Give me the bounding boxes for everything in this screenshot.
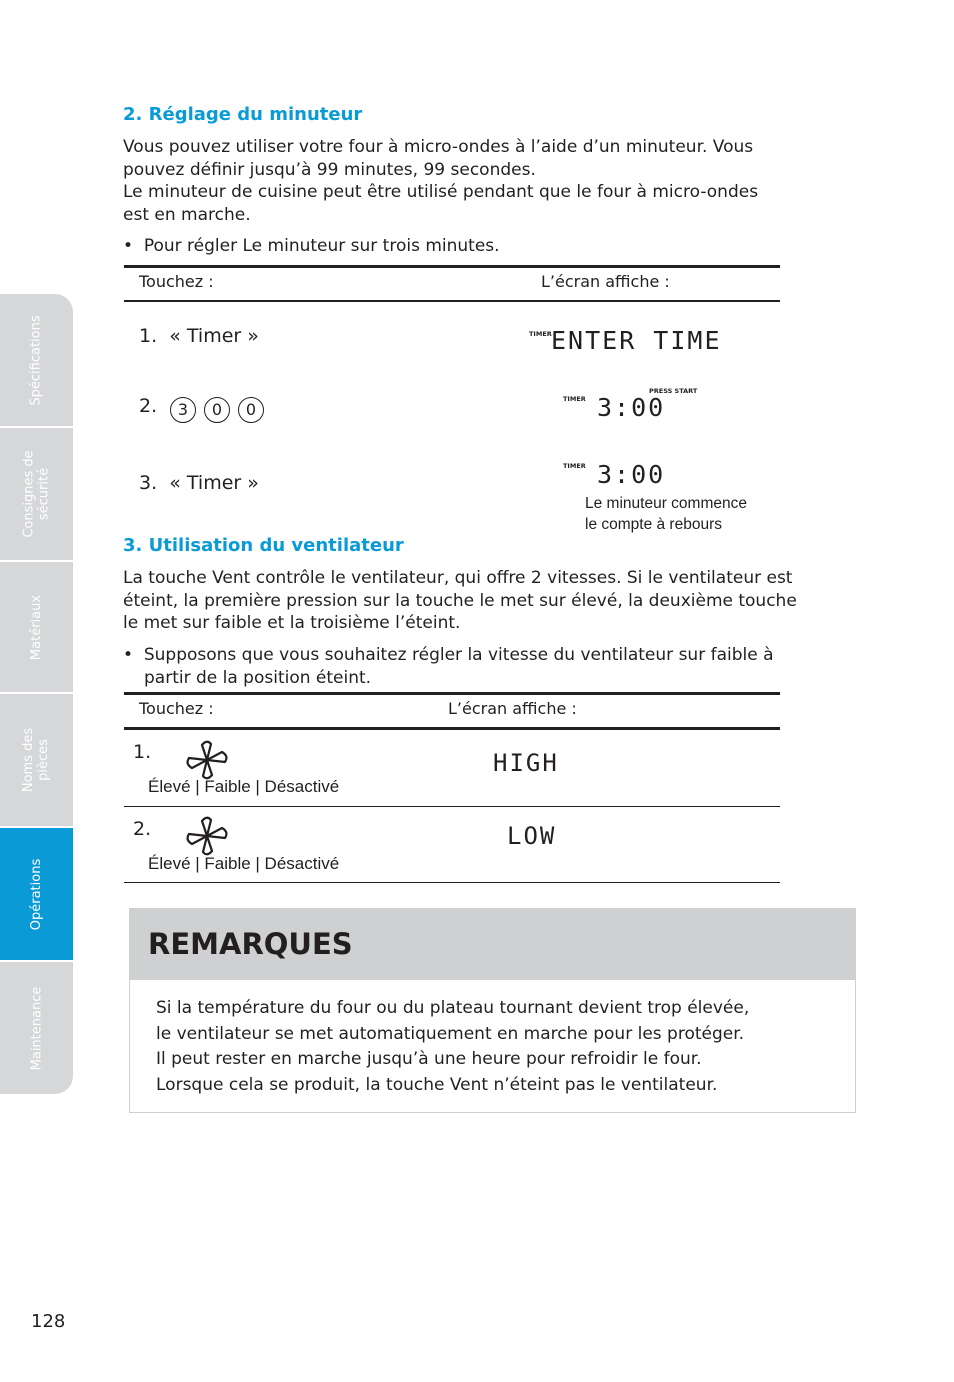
table-header-rule [124, 727, 780, 730]
text-line: Lorsque cela se produit, la touche Vent n’éteint pas le ventilateur. [156, 1074, 718, 1095]
timer-step-2 [139, 395, 157, 417]
timer-step-3 [139, 472, 259, 494]
notes-body [156, 996, 749, 1098]
fan-icon[interactable] [180, 738, 234, 782]
digit-0-button[interactable]: 0 [238, 397, 264, 423]
lcd-display: ENTER TIME [551, 326, 722, 355]
timer-bullet [123, 235, 500, 258]
timer-indicator: TIMER [563, 462, 586, 470]
table-top-rule [124, 692, 780, 695]
fan-heading: 3. Utilisation du ventilateur [123, 535, 404, 556]
tab-materials[interactable] [0, 562, 73, 692]
text-line: Si la température du four ou du plateau tournant devient trop élevée, [156, 998, 750, 1018]
section-sidebar [0, 294, 73, 1094]
step-number: 1. [133, 741, 152, 763]
text-line: Le minuteur de cuisine peut être utilisé pendant que le four à micro-ondes [123, 182, 759, 202]
lcd-display: LOW [507, 822, 557, 850]
lcd-display: 3:00 [597, 460, 666, 489]
text-line: le met sur faible et la troisième l’éteint. [123, 613, 461, 633]
press-start-indicator: PRESS START [649, 387, 698, 395]
countdown-caption [585, 493, 747, 535]
tab-label: Noms des pièces [21, 727, 52, 793]
text-line: La touche Vent contrôle le ventilateur, qui offre 2 vitesses. Si le ventilateur est [123, 568, 793, 588]
text-line: Vous pouvez utiliser votre four à micro-ondes à l’aide d’un minuteur. Vous [123, 137, 754, 157]
tab-label: Maintenance [29, 986, 45, 1070]
text-line: Le minuteur commence [585, 495, 747, 512]
tab-label: Spécifications [29, 314, 44, 406]
col-header-touch: Touchez : [139, 699, 214, 718]
timer-button-label: « Timer » [169, 472, 259, 494]
table-top-rule [124, 265, 780, 268]
bullet-dot: • [123, 645, 144, 665]
col-header-touch: Touchez : [139, 272, 214, 291]
digit-0-button[interactable]: 0 [204, 397, 230, 423]
tab-operations[interactable] [0, 828, 73, 960]
text-line: Supposons que vous souhaitez régler la vitesse du ventilateur sur faible à [143, 645, 774, 665]
bullet-text: Pour régler Le minuteur sur trois minutes. [143, 236, 500, 256]
timer-intro [123, 136, 863, 226]
tab-label: Matériaux [28, 594, 44, 660]
step-number: 1. [139, 325, 158, 347]
text-line: éteint, la première pression sur la touche le met sur élevé, la deuxième touche [123, 590, 797, 611]
step-number: 3. [139, 472, 158, 494]
fan-intro [123, 567, 863, 635]
row-divider [124, 806, 780, 807]
col-header-display: L’écran affiche : [541, 272, 670, 291]
col-header-display: L’écran affiche : [448, 699, 577, 718]
text-line: le compte à rebours [585, 516, 722, 533]
timer-indicator: TIMER [529, 330, 552, 338]
fan-speed-caption: Élevé | Faible | Désactivé [148, 777, 340, 796]
tab-safety[interactable] [0, 428, 73, 560]
notes-title: REMARQUES [148, 927, 353, 961]
table-header-rule [124, 300, 780, 302]
digit-3-button[interactable]: 3 [170, 397, 196, 423]
table-bottom-rule [124, 882, 780, 883]
timer-button-label: « Timer » [169, 325, 259, 347]
text-line: pouvez définir jusqu’à 99 minutes, 99 secondes. [123, 159, 536, 180]
timer-step-1 [139, 325, 259, 347]
tab-label: Opérations [29, 858, 44, 930]
text-line: le ventilateur se met automatiquement en marche pour les protéger. [156, 1023, 745, 1044]
timer-heading: 2. Réglage du minuteur [123, 104, 363, 125]
lcd-display: HIGH [493, 749, 559, 777]
timer-indicator: TIMER [563, 395, 586, 403]
fan-bullet [123, 644, 863, 689]
fan-speed-caption: Élevé | Faible | Désactivé [148, 854, 340, 873]
notes-header [129, 908, 856, 980]
fan-icon[interactable] [180, 814, 234, 858]
lcd-display: 3:00 [597, 393, 666, 422]
step-number: 2. [139, 395, 158, 417]
tab-specifications[interactable] [0, 294, 73, 426]
bullet-dot: • [123, 236, 144, 256]
tab-maintenance[interactable] [0, 962, 73, 1094]
digit-buttons [170, 397, 272, 423]
text-line: est en marche. [123, 204, 251, 225]
tab-parts[interactable] [0, 694, 73, 826]
step-number: 2. [133, 818, 152, 840]
text-line: Il peut rester en marche jusqu’à une heure pour refroidir le four. [156, 1049, 702, 1069]
page-number: 128 [31, 1311, 66, 1332]
tab-label: Consignes de sécurité [21, 450, 52, 538]
text-line: partir de la position éteint. [144, 667, 372, 688]
